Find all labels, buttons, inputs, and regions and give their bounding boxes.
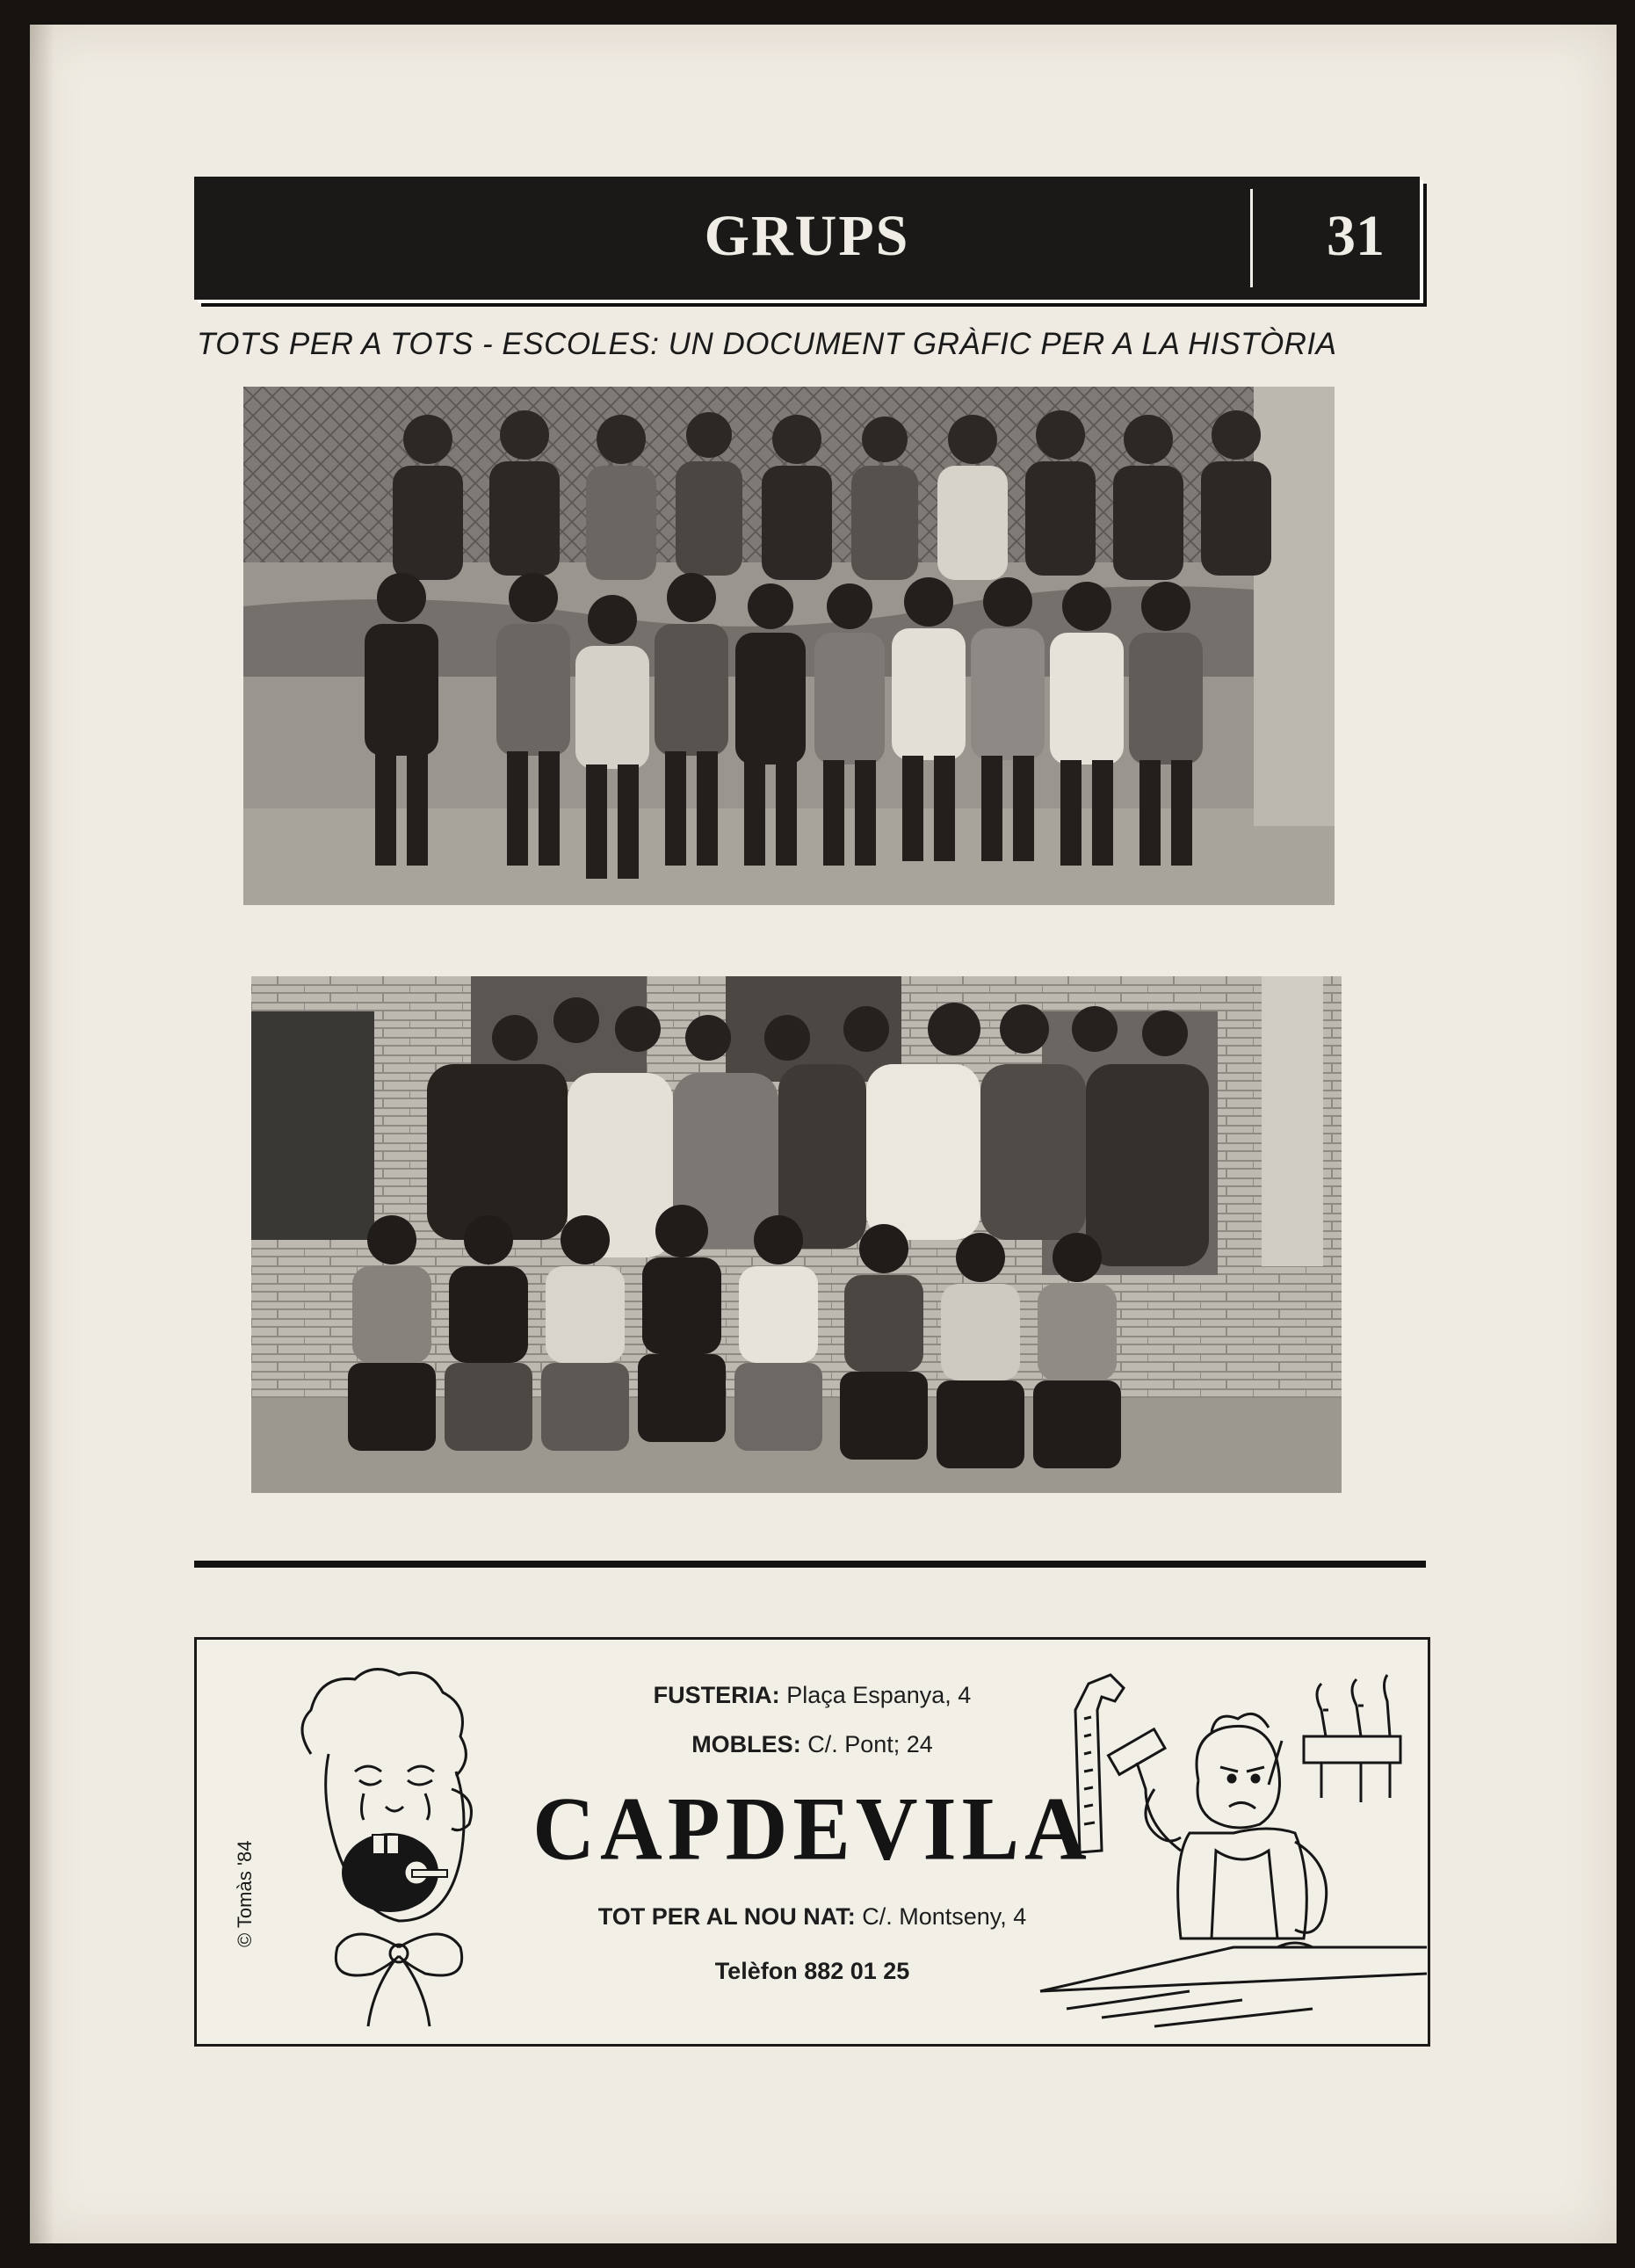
fusteria-label: FUSTERIA: — [653, 1682, 780, 1708]
signature-text: © Tomàs '84 — [234, 1840, 256, 1947]
section-title: GRUPS — [704, 204, 910, 268]
horizontal-rule — [194, 1561, 1426, 1568]
nou-nat-label: TOT PER AL NOU NAT: — [597, 1903, 856, 1930]
section-header-bar — [194, 177, 1420, 300]
class-photo-top — [243, 387, 1335, 905]
header-divider — [1250, 189, 1253, 287]
capdevila-advertisement — [194, 1637, 1430, 2047]
page-number: 31 — [1327, 204, 1385, 268]
nou-nat-address: C/. Montseny, 4 — [862, 1903, 1027, 1930]
class-photo-bottom — [251, 976, 1342, 1493]
mobles-address: C/. Pont; 24 — [807, 1731, 933, 1757]
fusteria-address: Plaça Espanya, 4 — [786, 1682, 972, 1708]
page-spine-shadow — [30, 25, 54, 2243]
carpenter-illustration — [1014, 1657, 1427, 2035]
brand-name: CAPDEVILA — [532, 1779, 1092, 1880]
article-subtitle: TOTS PER A TOTS - ESCOLES: UN DOCUMENT GRÀFIC PER A LA HISTÒRIA — [197, 327, 1337, 361]
phone-number: Telèfon 882 01 25 — [714, 1958, 910, 1984]
mobles-label: MOBLES: — [691, 1731, 801, 1757]
